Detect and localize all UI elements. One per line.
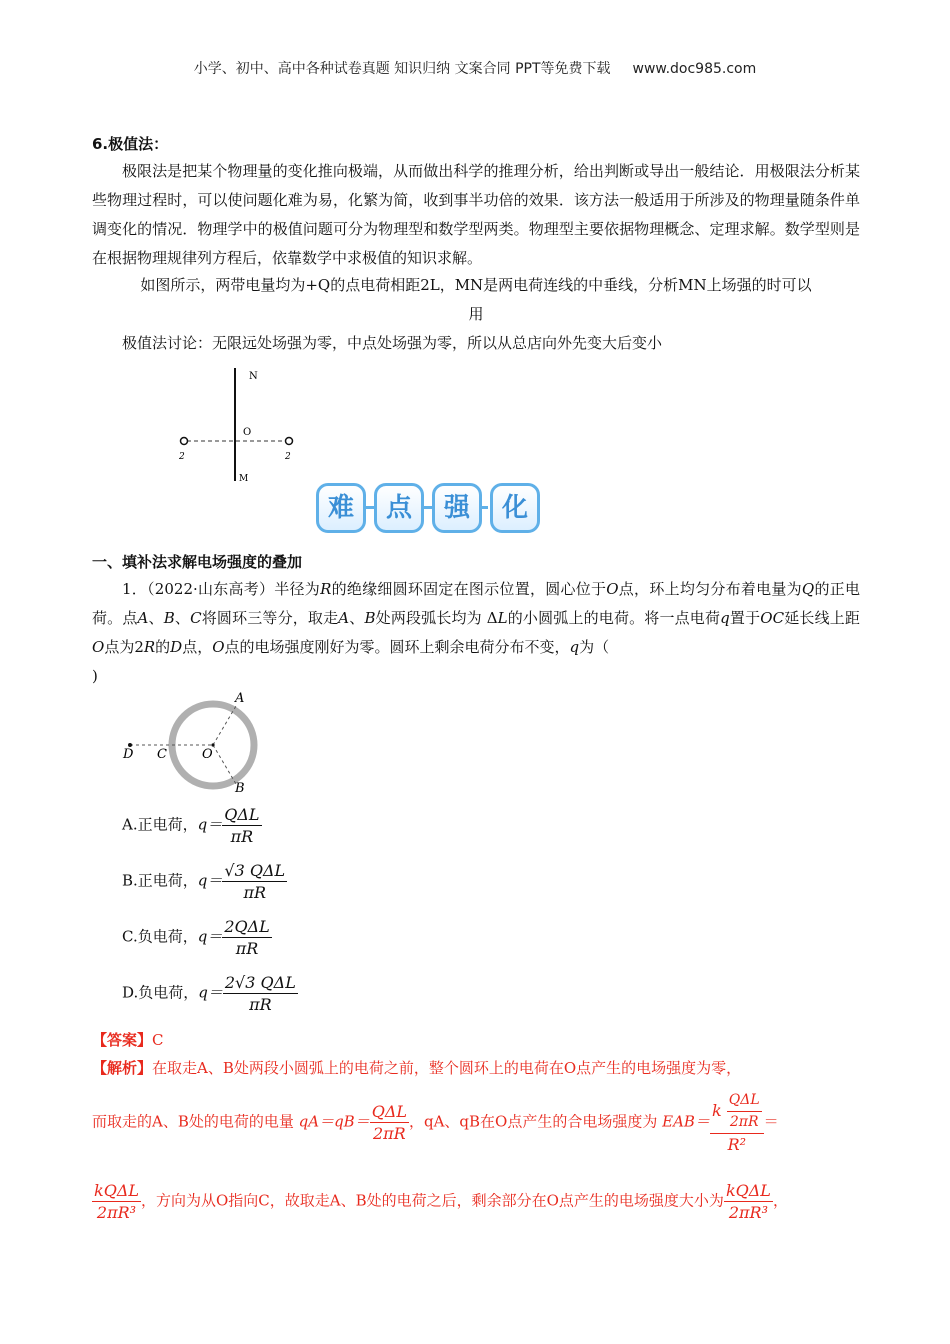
page-header bbox=[0, 58, 950, 78]
label-n: N bbox=[249, 371, 258, 382]
badge-3: 强 bbox=[432, 483, 482, 533]
badge-2: 点 bbox=[374, 483, 424, 533]
label-a: A bbox=[235, 691, 245, 706]
section-paragraph-1: 极限法是把某个物理量的变化推向极端，从而做出科学的推理分析，给出判断或导出一般结论．用极限法分析某些物理过程时，可以使问题化难为易，化繁为简，收到事半功倍的效果．该方法一般适用于所涉及的物理量随条件单调变化的情况．物理学中的极值问题可分为物理型和数学型两类。物理型主要依据物理概念、定理求解。数学型则是在根据物理规律列方程后，依靠数学中求极值的知识求解。 bbox=[92, 162, 860, 267]
label-left-charge: 2 bbox=[179, 452, 185, 462]
charge-right bbox=[286, 438, 293, 445]
label-b: B bbox=[235, 781, 245, 796]
section-paragraph-2b: 用 bbox=[468, 305, 484, 323]
label-right-charge: 2 bbox=[285, 452, 291, 462]
ring-diagram bbox=[118, 688, 268, 796]
option-d: D.负电荷，q＝ $\frac{\text{2√3 QΔL}}{\pi R}$ bbox=[122, 973, 296, 1014]
oa-line bbox=[213, 706, 236, 745]
ob-line bbox=[213, 745, 236, 784]
section-paragraph-2: 如图所示，两带电量均为+Q的点电荷相距2L，MN是两电荷连线的中垂线，分析MN上场强的时可以 bbox=[140, 276, 812, 294]
option-c: C.负电荷，q＝ $\frac{\text{2QΔL}}{\pi R}$ bbox=[122, 917, 270, 958]
badge-4: 化 bbox=[490, 483, 540, 533]
label-o: O bbox=[243, 427, 252, 438]
header-text: 小学、初中、高中各种试卷真题 知识归纳 文案合同 PPT等免费下载 bbox=[193, 61, 611, 77]
badge-1: 难 bbox=[316, 483, 366, 533]
option-a: A.正电荷，q＝ $\frac{\text{QΔL}}{\pi R}$ bbox=[122, 805, 260, 846]
charges-diagram bbox=[173, 363, 298, 485]
label-m: M bbox=[239, 474, 249, 484]
label-o: O bbox=[202, 747, 213, 762]
analysis-line-3: $\frac{\text{kQΔL}}{\text{2πR³}}$ ，方向为从O指向C，故取走A、B处的电荷之后，剩余部分在O点产生的电场强度大小为 $\frac{\text{kQΔL}}{\text{2πR³}}$ ， bbox=[94, 1181, 788, 1222]
header-site: www.doc985.com bbox=[632, 61, 757, 77]
option-b: B.正电荷，q＝ $\frac{\text{√3 QΔL}}{\pi R}$ bbox=[122, 861, 286, 902]
label-d: D bbox=[123, 747, 134, 762]
analysis-line-1: 【解析】在取走A、B处两段小圆弧上的电荷之前，整个圆环上的电荷在O点产生的电场强度为零， bbox=[92, 1059, 742, 1077]
section-paragraph-3: 极值法讨论：无限远处场强为零，中点处场强为零，所以从总店向外先变大后变小 bbox=[122, 334, 663, 352]
analysis-line-2: 而取走的A、B处的电荷的电量 qA＝qB＝ $\frac{\text{QΔL}}{2\pi R}$ ，qA、qB在O点产生的合电场强度为 EAB＝ k $\frac{\text{QΔL}}{2\pi R}$ R² ＝ bbox=[92, 1092, 779, 1154]
answer: 【答案】C bbox=[92, 1031, 164, 1049]
question-1: 1．（2022·山东高考）半径为R的绝缘细圆环固定在图示位置，圆心位于O点，环上均匀分布着电量为Q的正电荷。点A、B、C将圆环三等分，取走A、B处两段弧长均为 ΔL的小圆弧上的电荷。将一点电荷q置于OC延长线上距O点为2R的D点，O点的电场强度刚好为零。圆环上剩余电荷分布不变，q为（ ) bbox=[92, 580, 860, 685]
charge-left bbox=[181, 438, 188, 445]
label-c: C bbox=[157, 747, 167, 762]
section-title: 6.极值法： bbox=[92, 135, 169, 153]
part-heading: 一、填补法求解电场强度的叠加 bbox=[92, 553, 303, 571]
